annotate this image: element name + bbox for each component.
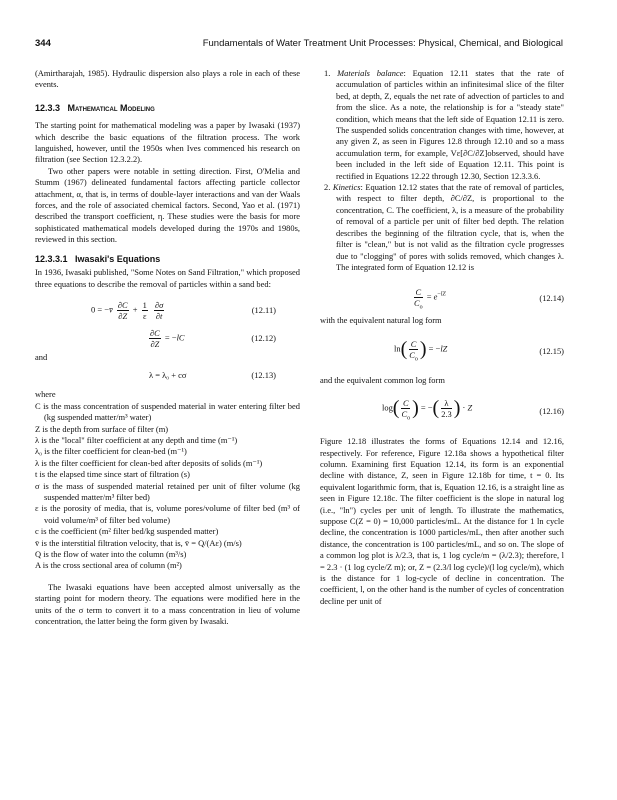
definition-item: t is the elapsed time since start of filtration (s) <box>35 469 190 480</box>
equation-label: (12.14) <box>539 293 564 304</box>
definition-item: C is the mass concentration of suspended material in water entering filter bed (kg suspended matter/m³ water) <box>35 400 300 423</box>
equation-label: (12.15) <box>539 345 564 356</box>
equation-12-12: $\frac{\partial C}{\partial Z}$ = −lC (12.12) <box>150 327 276 349</box>
section-title: Mathematical Modeling <box>67 102 155 113</box>
paragraph: The Iwasaki equations have been accepted almost universally as the starting point for modern theory. The equations were modified here in the units of the σ term to convert it to a mass concentration in lieu of volume concentration, the latter being the form given by Iwasaki. <box>35 581 300 627</box>
list-item-heading: Materials balance <box>337 68 404 78</box>
equation-label: (12.13) <box>251 370 276 381</box>
page-number: 344 <box>35 38 51 49</box>
paragraph: In 1936, Iwasaki published, "Some Notes on Sand Filtration," which proposed three equations to describe the removal of particles within a sand bed: <box>35 267 300 289</box>
equation-label: (12.11) <box>251 304 276 315</box>
equation-label: (12.16) <box>539 406 564 417</box>
list-item-text: : Equation 12.12 states that the rate of removal of particles, with respect to filter depth, ∂C/∂Z, is proportional to the concentration, C. The coefficient, λ, is a measure of the probability of removal of a particle per unit of filter bed depth. The relation describes the beginning of the filtration cycle, that is, when the filter is "clean," but is not valid as the filtration cycle progresses due to "clogging" of pores with solids removed, which changes λ. The integrated form of Equation 12.12 is <box>336 182 565 272</box>
list-item-heading: Kinetics <box>332 182 361 193</box>
list-item-materials-balance <box>320 68 564 182</box>
list-number: 1. <box>324 68 331 78</box>
section-number: 12.3.3 <box>35 102 61 113</box>
list-item-kinetics <box>320 182 564 273</box>
definition-item: λ is the "local" filter coefficient at any depth and time (m⁻¹) <box>35 434 238 445</box>
list-item-text: : Equation 12.11 states that the rate of accumulation of particles within an infinitesimal slice of the filter bed, at depth, Z, equals the net rate of advection of particles to and from the slice. As a note, the relationship is for a "steady state" condition, which means that the left side of Equation 12.11 is zero. The suspended solids concentration changes with time, however, at any given Z, as seen in Figures 12.8 through 12.10 and so a mass accumulation term, for example, Vε[∂C/∂Z]observed, should have been included in the left side of Equation 12.11. This point is rectified in Equations 12.22 through 12.30, Section 12.3.3.6. <box>336 68 565 181</box>
definition-item: Z is the depth from surface of filter (m) <box>35 423 169 434</box>
equation-12-15: ln( $\frac{C}{C_o}$ ) = −lZ (12.15) <box>394 337 564 363</box>
running-title: Fundamentals of Water Treatment Unit Processes: Physical, Chemical, and Biological <box>202 38 563 49</box>
running-header <box>35 38 563 49</box>
definition-item: v̄ is the interstitial filtration velocity, that is, v̄ = Q/(Aε) (m/s) <box>35 537 242 548</box>
paragraph: The starting point for mathematical modeling was a paper by Iwasaki (1937) which describe the basic equations of the filtration process. The work languished, however, until the 1950s when Ives commenced his research on filtration (see Section 12.3.2.2). <box>35 120 300 165</box>
definition-item: λ₀ is the filter coefficient for clean-bed (m⁻¹) <box>35 446 187 457</box>
equation-12-14: $\frac{C}{C_o}$ = $e^{-lZ}$ (12.14) <box>414 287 564 311</box>
list-number: 2. <box>324 182 331 193</box>
paragraph: with the equivalent natural log form <box>320 315 442 326</box>
definition-item: A is the cross sectional area of column (m²) <box>35 560 182 571</box>
where-text: where <box>35 389 56 400</box>
and-text: and <box>35 351 48 362</box>
definition-item: c is the coefficient (m² filter bed/kg suspended matter) <box>35 526 219 537</box>
paragraph: Two other papers were notable in setting direction. First, O'Melia and Stumm (1967) delineated fundamental factors affecting particle collector attachment, α, that is, in terms of double-layer interactions and van der Waals forces, and the role of associated chemical factors. Second, Yao et al. (1971) described the transport coefficient, η. These studies were the basis for more sophisticated mathematical models developed during the 1970s and 1980s, reviewed in this section. <box>35 165 300 245</box>
right-column <box>320 68 564 607</box>
equation-12-13-body: λ = λ₀ + cσ <box>149 370 187 381</box>
subsection-title: Iwasaki's Equations <box>75 253 161 264</box>
definition-item: σ is the mass of suspended material retained per unit of filter volume (kg suspended matter/m³ filter bed) <box>35 480 300 502</box>
paragraph: and the equivalent common log form <box>320 374 445 385</box>
definition-item: Q is the flow of water into the column (m³/s) <box>35 549 187 559</box>
definitions-list <box>35 401 300 572</box>
section-heading <box>35 103 300 114</box>
equation-12-13 <box>35 365 300 387</box>
equation-12-11: 0 = −v̄ $\frac{\partial C}{\partial Z}$ + $\frac{1}{\varepsilon}$ $\frac{\partial\sigma}{\partial t}$ (12.11) <box>91 299 276 321</box>
subsection-number: 12.3.3.1 <box>35 253 68 264</box>
definition-item: λ is the filter coefficient for clean-bed after deposits of solids (m⁻¹) <box>35 457 263 468</box>
paragraph: (Amirtharajah, 1985). Hydraulic dispersion also plays a role in each of these events. <box>35 68 300 90</box>
equation-label: (12.12) <box>251 332 276 343</box>
equation-12-16: log( $\frac{C}{C_o}$ ) = −( $\frac{\lambda}{2.3}$ ) · Z (12.16) <box>382 396 564 422</box>
paragraph: Figure 12.18 illustrates the forms of Equations 12.14 and 12.16, respectively. For reference, Figure 12.18a shows a hypothetical filter column. Examining first Equation 12.14, its form is an exponential decline with distance, Z, seen in Figure 12.18b for time, t = 0. Its equivalent logarithmic form, that is, Equation 12.16, is a straight line as seen in Figure 12.18c. The filter coefficient is the slope in natural log (i.e., "ln") cycles per unit of length. To illustrate the mathematics, suppose C(Z = 0) = 10,000 particles/mL. At the distance for 1 ln cycle decline, the concentration is 1000 particles/mL, then after another such distance, the concentration is 100 particles/mL, and so on. The slope of a common log plot is λ/2.3, that is, 1 log cycle/m = (λ/2.3); therefore, l = 2.3 · (1 log cycle/Z m); or, Z = (2.3/l log cycle)/(l log cycle/m), which is the distance for 1 log-cycle of decline in concentration. The coefficient, l, on the other hand is the number of cycles of concentration decline per unit of <box>320 436 564 606</box>
left-column <box>35 68 300 627</box>
subsection-heading <box>35 254 300 265</box>
definition-item: ε is the porosity of media, that is, volume pores/volume of filter bed (m³ of void volume/m³ of filter bed volume) <box>35 503 300 525</box>
